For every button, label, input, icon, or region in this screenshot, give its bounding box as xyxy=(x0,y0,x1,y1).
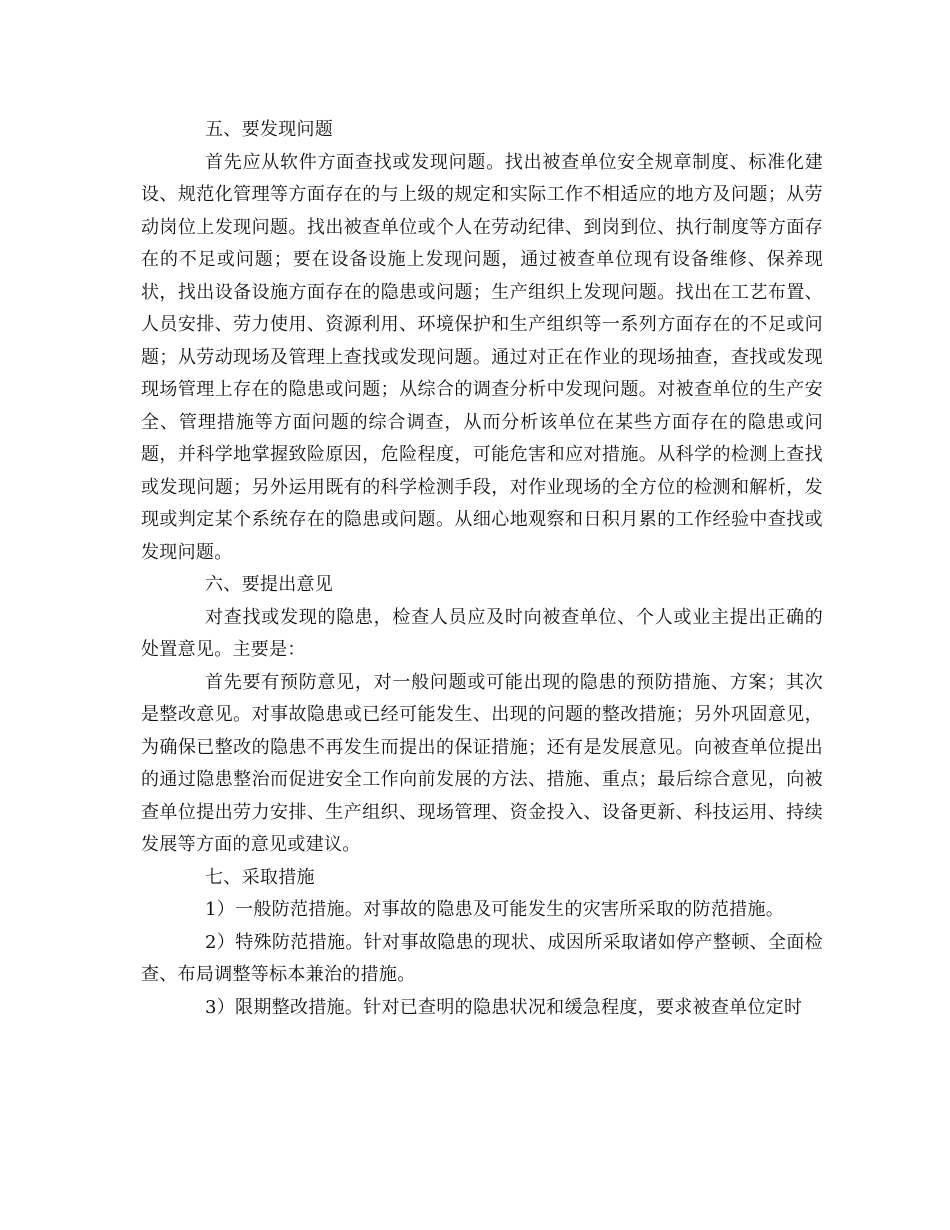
section-heading: 六、要提出意见 xyxy=(205,574,334,595)
document-body xyxy=(141,114,823,1024)
list-item: 1）一般防范措施。对事故的隐患及可能发生的灾害所采取的防范措施。 xyxy=(205,899,785,920)
list-item: 3）限期整改措施。针对已查明的隐患状况和缓急程度，要求被查单位定时 xyxy=(205,996,803,1018)
paragraph: 首先要有预防意见，对一般问题或可能出现的隐患的预防措施、方案；其次是整改意见。对事故隐患或已经可能发生、出现的问题的整改措施；另外巩固意见，为确保已整改的隐患不再发生而提出的保证措施；还有是发展意见。向被查单位提出的通过隐患整治而促进安全工作向前发展的方法、措施、重点；最后综合意见，向被查单位提出劳力安排、生产组织、现场管理、资金投入、设备更新、科技运用、持续发展等方面的意见或建议。 xyxy=(141,671,823,855)
paragraph: 对查找或发现的隐患，检查人员应及时向被查单位、个人或业主提出正确的处置意见。主要是： xyxy=(141,606,823,660)
paragraph: 首先应从软件方面查找或发现问题。找出被查单位安全规章制度、标准化建设、规范化管理等方面存在的与上级的规定和实际工作不相适应的地方及问题；从劳动岗位上发现问题。找出被查单位或个人在劳动纪律、到岗到位、执行制度等方面存在的不足或问题；要在设备设施上发现问题，通过被查单位现有设备维修、保养现状，找出设备设施方面存在的隐患或问题；生产组织上发现问题。找出在工艺布置、人员安排、劳力使用、资源利用、环境保护和生产组织等一系列方面存在的不足或问题；从劳动现场及管理上查找或发现问题。通过对正在作业的现场抽查，查找或发现现场管理上存在的隐患或问题；从综合的调查分析中发现问题。对被查单位的生产安全、管理措施等方面问题的综合调查，从而分析该单位在某些方面存在的隐患或问题，并科学地掌握致险原因，危险程度，可能危害和应对措施。从科学的检测上查找或发现问题；另外运用既有的科学检测手段，对作业现场的全方位的检测和解析，发现或判定某个系统存在的隐患或问题。从细心地观察和日积月累的工作经验中查找或发现问题。 xyxy=(141,151,823,563)
list-item: 2）特殊防范措施。针对事故隐患的现状、成因所采取诸如停产整顿、全面检查、布局调整等标本兼治的措施。 xyxy=(141,931,823,985)
section-heading: 五、要发现问题 xyxy=(205,119,334,140)
section-heading: 七、采取措施 xyxy=(205,866,315,888)
